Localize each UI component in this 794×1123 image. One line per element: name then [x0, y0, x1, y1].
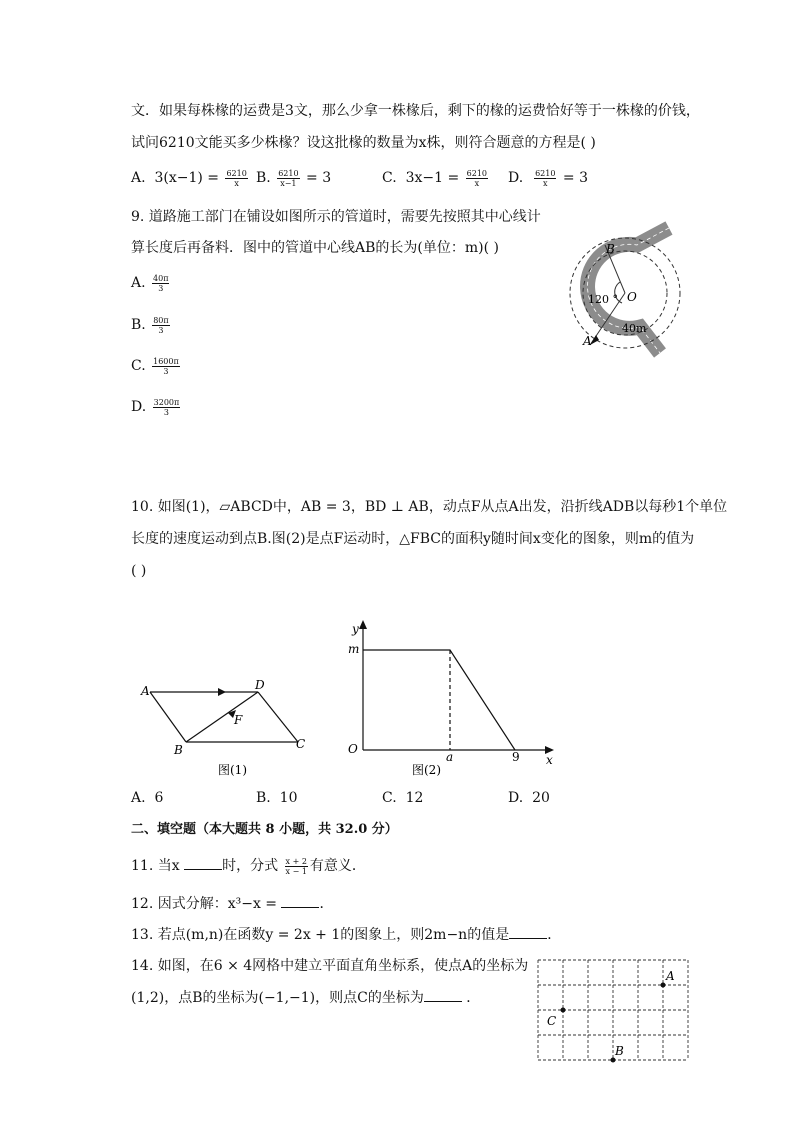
option-label: A.: [131, 170, 146, 186]
option-label: B.: [131, 317, 146, 333]
q8-option-d[interactable]: [508, 168, 588, 188]
label-b: B: [606, 242, 615, 256]
q14-text-line1: 14. 如图，在6 × 4网格中建立平面直角坐标系，使点A的坐标为: [131, 958, 529, 974]
point-b: [611, 1058, 616, 1063]
fraction: $\frac{40\pi}{3}$: [153, 273, 169, 293]
fraction: $\frac{80\pi}{3}$: [153, 315, 169, 335]
option-expr: 3x−1 =: [405, 170, 460, 186]
option-label: D.: [508, 170, 524, 186]
q10-option-c[interactable]: [382, 788, 423, 808]
fraction: $\frac{3200\pi}{3}$: [153, 397, 180, 417]
m-label: m: [348, 642, 360, 656]
q8-text-line2: 试问6210文能买多少株椽？设这批椽的数量为x株，则符合题意的方程是( ): [131, 135, 596, 151]
q9-option-a[interactable]: [131, 273, 171, 293]
nine-label: 9: [512, 750, 520, 764]
q9-option-d[interactable]: [131, 397, 182, 417]
radius-label: 40m: [622, 322, 647, 335]
answer-blank[interactable]: [184, 855, 222, 870]
option-label: A.: [131, 275, 146, 291]
point-c: [561, 1008, 566, 1013]
label-c: C: [296, 737, 306, 751]
option-label: D.: [508, 790, 524, 806]
option-value: 6: [154, 790, 164, 806]
q8-text-line1: 文．如果每株椽的运费是3文，那么少拿一株椽后，剩下的椽的运费恰好等于一株椽的价钱，: [131, 103, 700, 119]
q8-option-a[interactable]: [131, 168, 250, 188]
q9-text-line1: 9. 道路施工部门在铺设如图所示的管道时，需要先按照其中心线计: [131, 209, 541, 225]
label-a: A: [583, 334, 592, 348]
option-expr: = 3: [562, 170, 588, 186]
label-f: F: [234, 713, 243, 727]
label-b: B: [615, 1044, 624, 1058]
option-label: B.: [256, 790, 271, 806]
a-label: a: [446, 750, 454, 764]
pipe-figure: [560, 205, 685, 395]
label-d: D: [255, 678, 265, 692]
option-label: C.: [131, 358, 146, 374]
y-axis-label: y: [352, 622, 359, 636]
label-a: A: [141, 684, 150, 698]
q10-text-line2: 长度的速度运动到点B.图(2)是点F运动时，△FBC的面积y随时间x变化的图象，则m的值为: [131, 531, 695, 547]
q13: 13. 若点(m,n)在函数y = 2x + 1的图象上，则2m−n的值是 ．: [131, 924, 561, 945]
q11: 11. 当x 时，分式 $\frac{x + 2}{x - 1}$ 有意义．: [131, 856, 366, 876]
fraction: $\frac{6210}{x}$: [535, 168, 556, 188]
parallelogram-figure: [138, 678, 318, 778]
coordinate-grid-figure: [535, 955, 695, 1065]
option-label: C.: [382, 790, 397, 806]
fraction: $\frac{1600\pi}{3}$: [153, 356, 179, 376]
option-value: 20: [532, 790, 550, 806]
answer-blank[interactable]: [509, 924, 547, 939]
option-label: C.: [382, 170, 397, 186]
q10-text-line1: 10. 如图(1)，▱ABCD中，AB = 3，BD ⊥ AB，动点F从点A出发，沿折线ADB以每秒1个单位: [131, 499, 728, 515]
angle-label: 120 °: [588, 293, 618, 306]
q9-text-line2: 算长度后再备料．图中的管道中心线AB的长为(单位：m)( ): [131, 240, 499, 256]
label-o: O: [627, 290, 637, 304]
fig1-caption: 图(1): [218, 763, 247, 777]
section-heading: 二、填空题（本大题共 8 小题，共 32.0 分）: [131, 822, 398, 837]
answer-blank[interactable]: [281, 893, 319, 908]
q8-option-c[interactable]: [382, 168, 490, 188]
option-label: B.: [256, 170, 271, 186]
q8-option-b[interactable]: [256, 168, 331, 188]
q10-option-a[interactable]: [131, 788, 163, 808]
option-label: D.: [131, 399, 147, 415]
option-expr: 3(x−1) =: [154, 170, 220, 186]
label-b: B: [174, 743, 183, 757]
fraction: $\frac{6210}{x}$: [466, 168, 488, 188]
label-c: C: [547, 1014, 557, 1028]
q9-option-c[interactable]: [131, 356, 182, 376]
fraction: $\frac{x + 2}{x - 1}$: [285, 856, 307, 876]
x-axis-label: x: [546, 753, 553, 767]
option-value: 10: [279, 790, 298, 806]
option-expr: = 3: [306, 170, 332, 186]
q10-option-b[interactable]: [256, 788, 297, 808]
q10-text-line3: ( ): [131, 563, 147, 579]
label-a: A: [666, 969, 675, 983]
q9-option-b[interactable]: [131, 315, 172, 335]
origin-label: O: [348, 742, 358, 756]
option-label: A.: [131, 790, 146, 806]
answer-blank[interactable]: [424, 987, 462, 1002]
fraction: $\frac{6210}{x}$: [226, 168, 247, 188]
q14-text-line2: (1,2)，点B的坐标为(−1,−1)，则点C的坐标为 ．: [131, 987, 480, 1008]
option-value: 12: [405, 790, 424, 806]
area-graph-figure: [340, 618, 560, 778]
q10-option-d[interactable]: [508, 788, 550, 808]
fig2-caption: 图(2): [412, 763, 441, 777]
q12: 12. 因式分解：x³−x = ．: [131, 893, 333, 914]
fraction: $\frac{6210}{x-1}$: [278, 168, 299, 188]
point-a: [661, 983, 666, 988]
